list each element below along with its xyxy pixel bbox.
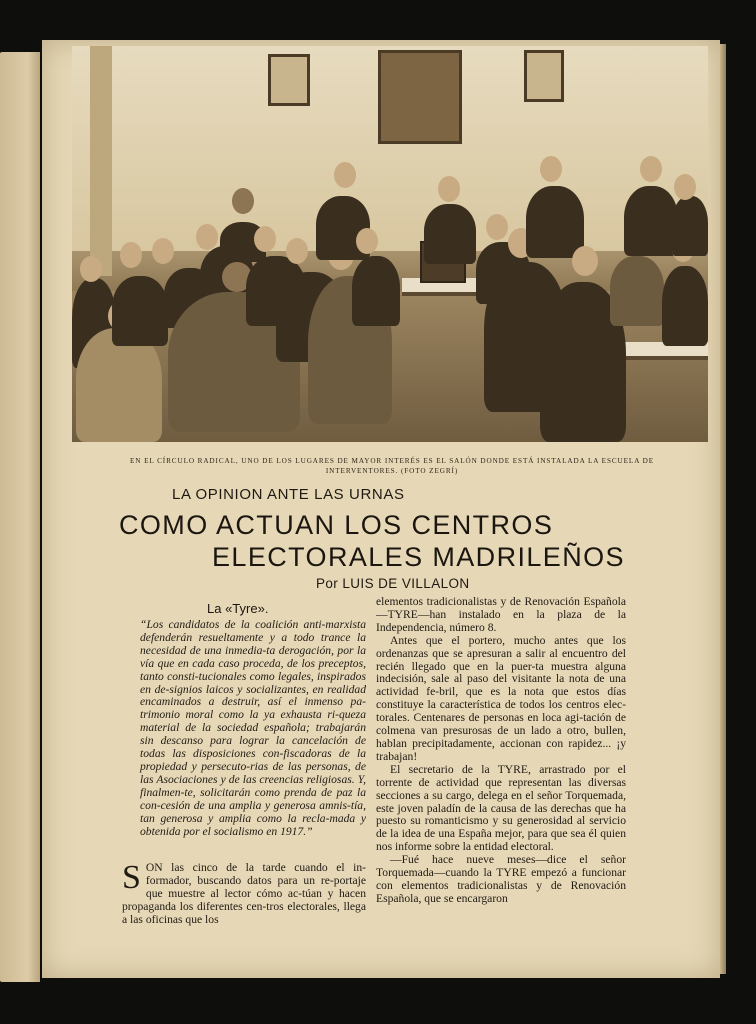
photo-figure: [424, 204, 476, 264]
photo-figure-head: [674, 174, 696, 200]
photo-figure: [352, 256, 400, 326]
photo-figure-head: [540, 156, 562, 182]
photo-figure-head: [196, 224, 218, 250]
photo-figure: [610, 256, 664, 326]
photo-figure-head: [334, 162, 356, 188]
article-photograph: [72, 46, 708, 442]
photo-figure-head: [486, 214, 508, 240]
drop-cap: S: [122, 859, 141, 896]
page-edge: [720, 44, 726, 974]
photo-caption: EN EL CÍRCULO RADICAL, UNO DE LOS LUGARES DE MAYOR INTERÉS ES EL SALÓN DONDE ESTÁ INSTALADA LA ESCUELA DE INTERVENTORES. (FOTO ZEGRÍ): [130, 457, 654, 475]
paragraph: Antes que el portero, mucho antes que los ordenanzas que se apresuran a salir al encuentro del recién llegado que en la puer-ta muestra alguna indecisión, sale al paso del visitante la nota de una actividad fe-bril, que es la nota que estos días constituye la característica de todos los centros elec-torales. Centenares de personas en loca agi-tación de colmena van presurosas de un lado a otro, bullen, hablan precipitadamente, accionan con rapidez... ¡y trabajan!: [376, 633, 626, 763]
quote-text: “Los candidatos de la coalición anti-marxista defenderán resueltamente y a todo trance la necesidad de una inmedia-ta derogación, por la vía que en cada caso proceda, de los preceptos, tanto consti-tucionales como legales, inspirados en de-signios laicos y socializantes, en realidad encaminados a destruir, así el inmenso pa-trimonio moral como la ya exhausta ri-queza material de la sociedad española; trabajarán sin descanso para lograr la cancelación de todas las disposiciones con-fiscadoras de la propiedad y persecuto-rias de las personas, de las Asociaciones y de las creencias religiosas. Y, finalmen-te, solicitarán como prenda de paz la con-cesión de una amplia y generosa amnis-tía, tan generosa y amplia como la recla-mada y obtenida por el socialismo en 1917.”: [140, 618, 366, 838]
photo-figure-head: [640, 156, 662, 182]
photo-figure: [112, 276, 168, 346]
photo-wall-frame: [268, 54, 310, 106]
photo-figure-head: [120, 242, 142, 268]
photo-figure-head: [438, 176, 460, 202]
intro-text: ON las cinco de la tarde cuando el in-formador, buscando datos para un re-portaje que muestre al lector cómo ac-túan y hacen propaganda los diferentes cen-tros electorales, llega a las oficinas que los: [122, 861, 366, 926]
article-byline: Por LUIS DE VILLALON: [316, 576, 470, 591]
article-title-line-2: ELECTORALES MADRILEÑOS: [212, 542, 625, 572]
paragraph: El secretario de la TYRE, arrastrado por el torrente de actividad que representan las diversas secciones a su cargo, delega en el señor Torquemada, este joven paladín de la causa de las derechas que ha puesto su romanticismo y su generosidad al servicio de la idea de una España mejor, para que sea él quien nos informe sobre la entidad electoral.: [376, 762, 626, 854]
intro-paragraph: [122, 859, 366, 927]
photo-figure-head: [286, 238, 308, 264]
photo-pillar: [90, 46, 112, 276]
right-column: [376, 596, 626, 906]
section-subhead: La «Tyre».: [207, 601, 269, 616]
paragraph: —Fué hace nueve meses—dice el señor Torquemada—cuando la TYRE empezó a funcionar con elementos tradicionalistas y de Renovación Española, que se encargaron: [376, 853, 626, 905]
article-kicker: LA OPINION ANTE LAS URNAS: [172, 486, 405, 503]
photo-wall-frame: [524, 50, 564, 102]
photo-figure-head: [80, 256, 102, 282]
photo-figure-head: [152, 238, 174, 264]
quoted-manifesto: [140, 619, 366, 838]
photo-figure-head: [232, 188, 254, 214]
magazine-page: [42, 40, 720, 978]
photo-wall-painting: [378, 50, 462, 144]
article-title-line-1: COMO ACTUAN LOS CENTROS: [119, 510, 554, 540]
photo-figure-head: [356, 228, 378, 254]
photo-figure-head: [254, 226, 276, 252]
facing-page-edge: [0, 52, 40, 982]
photo-figure: [672, 196, 708, 256]
photo-figure: [662, 266, 708, 346]
paragraph: elementos tradicionalistas y de Renovación Española—TYRE—han instalado en la plaza de la Independencia, número 8.: [376, 595, 626, 634]
photo-figure: [624, 186, 678, 256]
photo-figure: [526, 186, 584, 258]
photo-figure-head: [572, 246, 598, 276]
